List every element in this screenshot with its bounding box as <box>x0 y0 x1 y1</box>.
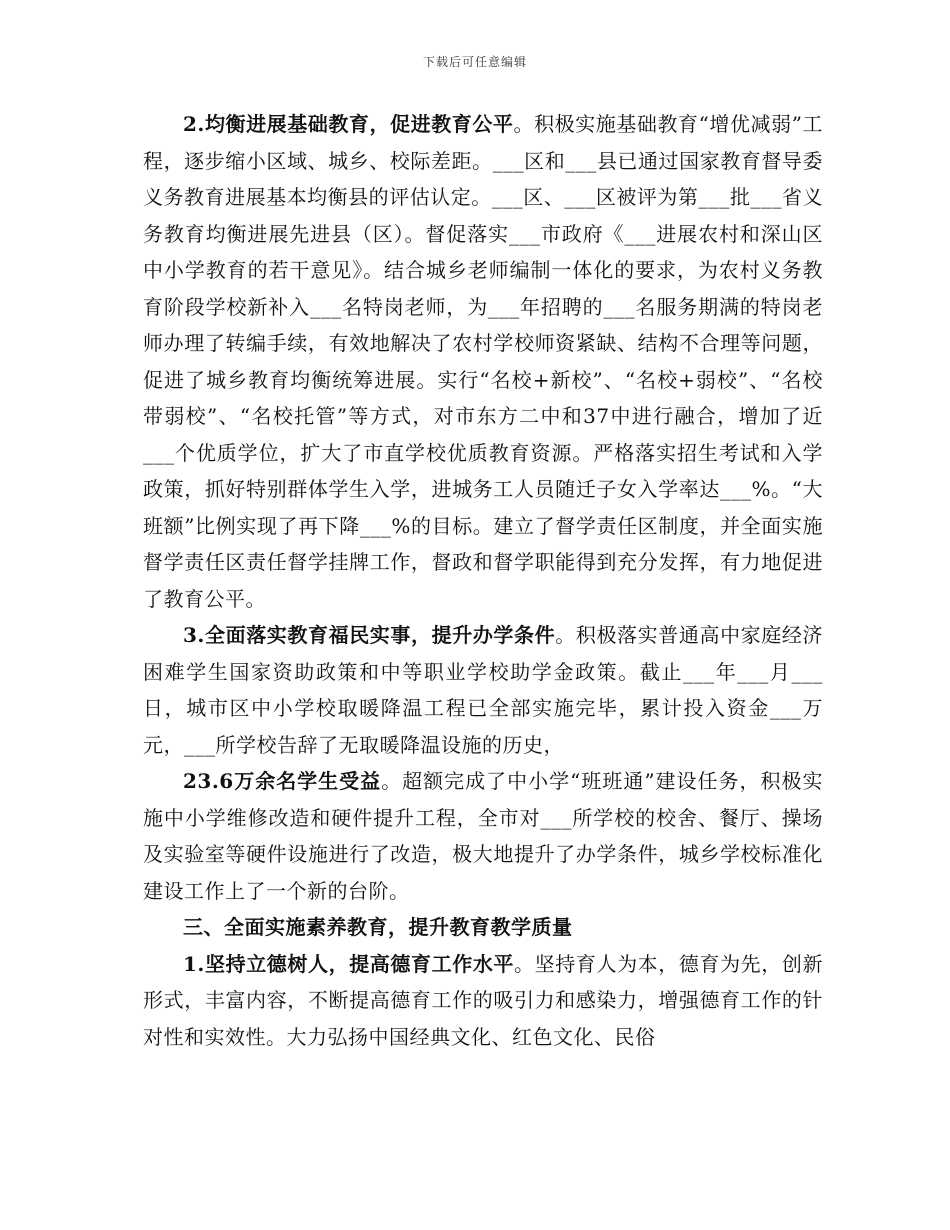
paragraph-education-benefits <box>143 617 823 763</box>
paragraph-heading: 23.6万余名学生受益 <box>183 769 382 793</box>
section-heading-quality-education <box>143 909 823 946</box>
paragraph-heading: 2.均衡进展基础教育，促进教育公平 <box>183 112 514 136</box>
paragraph-balanced-education <box>143 106 823 617</box>
paragraph-heading: 1.坚持立德树人，提高德育工作水平 <box>183 951 515 976</box>
paragraph-moral-education <box>143 946 823 1056</box>
document-body <box>143 106 823 1055</box>
paragraph-text: 。积极落实普通高中家庭经济困难学生国家资助政策和中等职业学校助学金政策。截止___年___月___日，城市区中小学校取暖降温工程已全部实施完毕，累计投入资金___万元，___所学校告辞了无取暖降温设施的历史， <box>143 623 823 757</box>
paragraph-heading: 3.全面落实教育福民实事，提升办学条件 <box>183 623 556 647</box>
paragraph-text: 。积极实施基础教育“增优减弱”工程，逐步缩小区域、城乡、校际差距。___区和___县已通过国家教育督导委义务教育进展基本均衡县的评估认定。___区、___区被评为第___批___省义务教育均衡进展先进县（区）。督促落实___市政府《___进展农村和深山区中小学教育的若干意见》。结合城乡老师编制一体化的要求，为农村义务教育阶段学校新补入___名特岗老师，为___年招聘的___名服务期满的特岗老师办理了转编手续，有效地解决了农村学校师资紧缺、结构不合理等问题，促进了城乡教育均衡统筹进展。实行“名校+新校”、“名校+弱校”、“名校带弱校”、“名校托管”等方式，对市东方二中和37中进行融合，增加了近___个优质学位，扩大了市直学校优质教育资源。严格落实招生考试和入学政策，抓好特别群体学生入学，进城务工人员随迁子女入学率达___%。“大班额”比例实现了再下降___%的目标。建立了督学责任区制度，并全面实施督学责任区责任督学挂牌工作，督政和督学职能得到充分发挥，有力地促进了教育公平。 <box>143 112 823 611</box>
paragraph-text: 。超额完成了中小学“班班通”建设任务，积极实施中小学维修改造和硬件提升工程，全市对___所学校的校舍、餐厅、操场及实验室等硬件设施进行了改造，极大地提升了办学条件，城乡学校标准化建设工作上了一个新的台阶。 <box>143 769 823 903</box>
page-header: 下载后可任意编辑 <box>422 55 527 69</box>
section-heading: 三、全面实施素养教育，提升教育教学质量 <box>183 915 573 939</box>
paragraph-text: 。坚持育人为本，德育为先，创新形式，丰富内容，不断提高德育工作的吸引力和感染力，增强德育工作的针对性和实效性。大力弘扬中国经典文化、红色文化、民俗 <box>143 951 823 1049</box>
paragraph-students-benefit <box>143 763 823 909</box>
